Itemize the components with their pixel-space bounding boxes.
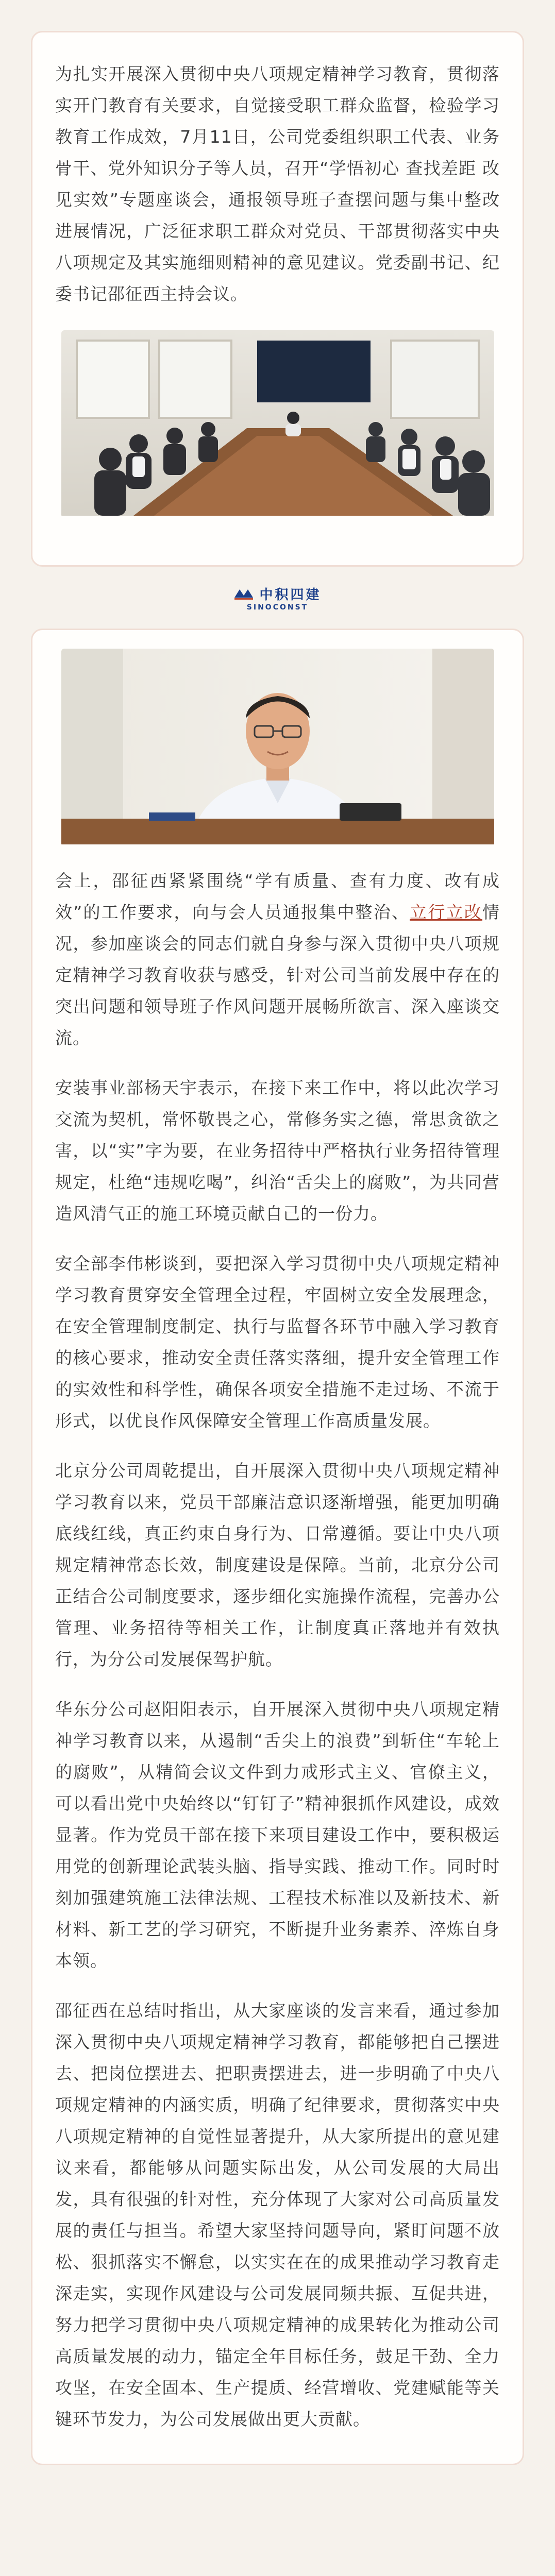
intro-paragraph: 为扎实开展深入贯彻中央八项规定精神学习教育，贯彻落实开门教育有关要求，自觉接受职工群众监督，检验学习教育工作成效，7月11日，公司党委组织职工代表、业务骨干、党外知识分子等人员，召开“学悟初心 查找差距 改见实效”专题座谈会，通报领导班子查摆问题与集中整改进展情况，广泛征求职工群众对党员、干部贯彻落实中央八项规定及其实施细则精神的意见建议。党委副书记、纪委书记邵征西主持会议。: [55, 64, 500, 304]
summary-paragraph: 邵征西在总结时指出，从大家座谈的发言来看，通过参加深入贯彻中央八项规定精神学习教育，都能够把自己摆进去、把岗位摆进去、把职责摆进去，进一步明确了中央八项规定精神的内涵实质，明确了纪律要求，贯彻落实中央八项规定精神的自觉性显著提升，从大家所提出的意见建议来看，都能够从问题实际出发，从公司发展的大局出发，具有很强的针对性，充分体现了大家对公司高质量发展的责任与担当。希望大家坚持问题导向，紧盯问题不放松、狠抓落实不懈怠，以实实在在的成果推动学习教育走深走实，实现作风建设与公司发展同频共振、互促共进，努力把学习贯彻中央八项规定精神的成果转化为推动公司高质量发展的动力，锚定全年目标任务，鼓足干劲、全力攻坚，在安全固本、生产提质、经营增收、党建赋能等关键环节发力，为公司发展做出更大贡献。: [55, 2001, 500, 2429]
company-logo-icon: [233, 586, 254, 601]
speaker-photo: [61, 649, 494, 846]
content-card: [31, 629, 524, 2465]
company-name-cn: 中积四建: [259, 587, 322, 603]
speech-paragraph-3: 北京分公司周乾提出，自开展深入贯彻中央八项规定精神学习教育以来，党员干部廉洁意识逐渐增强，能更加明确底线红线，真正约束自身行为、日常遵循。要让中央八项规定精神常态长效，制度建设是保障。当前，北京分公司正结合公司制度要求，逐步细化实施操作流程，完善办公管理、业务招待等相关工作，让制度真正落地并有效执行，为分公司发展保驾护航。: [55, 1461, 500, 1669]
group-meeting-photo: [61, 330, 494, 518]
meeting-text-before: 会上，邵征西紧紧围绕“学有质量、查有力度、改有成效”的工作要求，向与会人员通报集中整治、: [55, 871, 500, 922]
company-name-en: SINOCONST: [246, 603, 309, 612]
logo-band: [0, 567, 555, 629]
intro-card: [31, 31, 524, 567]
speech-paragraph-4: 华东分公司赵阳阳表示，自开展深入贯彻中央八项规定精神学习教育以来，从遏制“舌尖上的浪费”到斩住“车轮上的腐败”，从精简会议文件到力戒形式主义、官僚主义，可以看出党中央始终以“钉钉子”精神狠抓作风建设，成效显著。作为党员干部在接下来项目建设工作中，要积极运用党的创新理论武装头脑、指导实践、推动工作。同时时刻加强建筑施工法律法规、工程技术标准以及新技术、新材料、新工艺的学习研究，不断提升业务素养、淬炼自身本领。: [55, 1699, 500, 1971]
company-logo: [233, 584, 321, 603]
meeting-text-after: 情况，参加座谈会的同志们就自身参与深入贯彻中央八项规定精神学习教育收获与感受，针对公司当前发展中存在的突出问题和领导班子作风问题开展畅所欲言、深入座谈交流。: [55, 902, 500, 1048]
immediate-rectification-link[interactable]: 立行立改: [410, 902, 482, 922]
bottom-spacer: [0, 2465, 555, 2527]
speech-paragraph-1: 安装事业部杨天宇表示，在接下来工作中，将以此次学习交流为契机，常怀敬畏之心，常修务实之德，常思贪欲之害，以“实”字为要，在业务招待中严格执行业务招待管理规定，杜绝“违规吃喝”，纠治“舌尖上的腐败”，为共同营造风清气正的施工环境贡献自己的一份力。: [55, 1078, 500, 1224]
meeting-paragraph: [55, 865, 500, 1054]
article-page: [0, 31, 555, 2527]
speech-paragraph-2: 安全部李伟彬谈到，要把深入学习贯彻中央八项规定精神学习教育贯穿安全管理全过程，牢固树立安全发展理念，在安全管理制度制定、执行与监督各环节中融入学习教育的核心要求，推动安全责任落实落细，提升安全管理工作的实效性和科学性，确保各项安全措施不走过场、不流于形式，以优良作风保障安全管理工作高质量发展。: [55, 1253, 500, 1431]
